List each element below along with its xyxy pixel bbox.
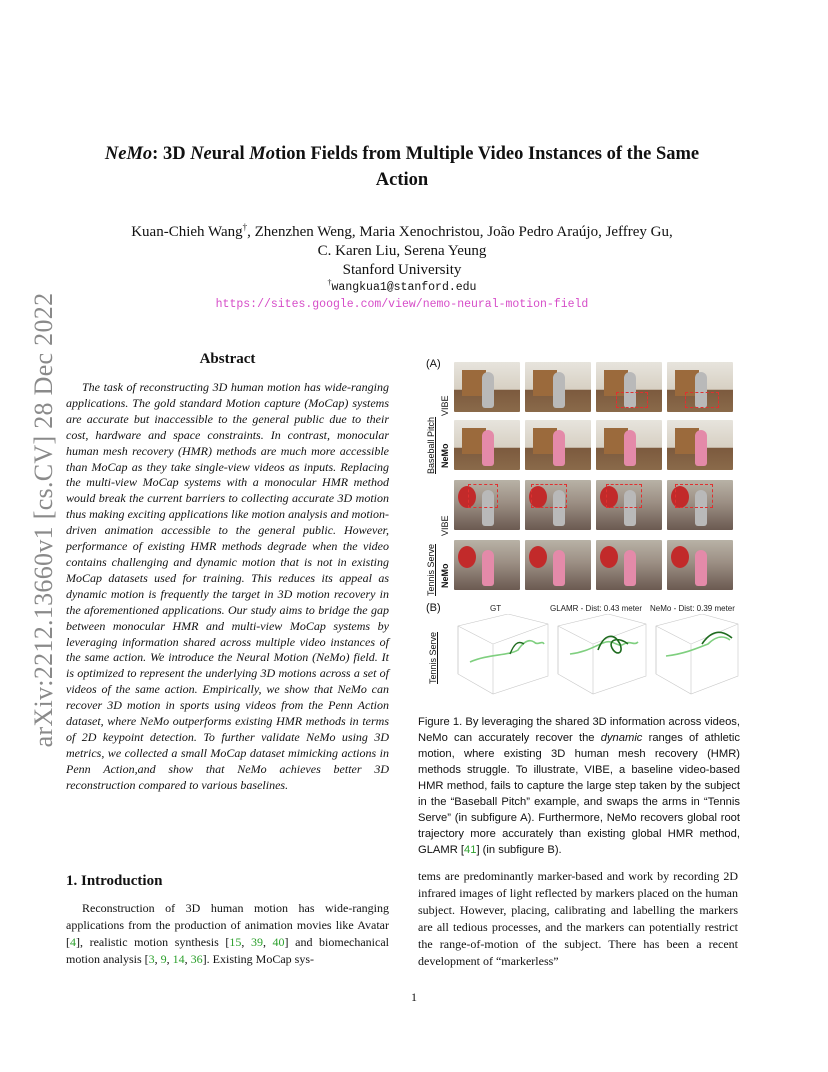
row-label-baseball: Baseball Pitch — [426, 416, 436, 474]
video-frame — [454, 420, 520, 470]
plot-title-glamr: GLAMR - Dist: 0.43 meter — [550, 604, 643, 613]
video-frame — [525, 362, 591, 412]
authors: Kuan-Chieh Wang†, Zhenzhen Weng, Maria Xenochristou, João Pedro Araújo, Jeffrey Gu, C. Karen Liu, Serena Yeung Stanford University — [84, 218, 720, 280]
row-label-tennis: Tennis Serve — [426, 543, 436, 596]
citation-link[interactable]: 36 — [190, 952, 203, 966]
citation-link[interactable]: 9 — [160, 952, 167, 966]
citation-link[interactable]: 41 — [464, 844, 477, 856]
row-label-vibe: VIBE — [440, 515, 450, 536]
video-frame — [596, 362, 662, 412]
video-frame — [667, 420, 733, 470]
citation-link[interactable]: 3 — [148, 952, 155, 966]
plot-title-gt: GT — [490, 604, 502, 613]
video-frame — [454, 480, 520, 530]
figure-label-a: (A) — [426, 358, 441, 370]
section-heading-introduction: 1. Introduction — [66, 873, 163, 889]
video-frame — [525, 540, 591, 590]
page-number: 1 — [411, 990, 417, 1004]
plot-title-nemo: NeMo - Dist: 0.39 meter — [650, 604, 735, 613]
row-label-nemo: NeMo — [440, 443, 450, 468]
paper-title: NeMo: 3D Neural Motion Fields from Multiple Video Instances of the Same Action — [104, 144, 700, 190]
row-label-tennis: Tennis Serve — [428, 631, 438, 684]
citation-link[interactable]: 39 — [250, 935, 263, 949]
video-frame — [667, 480, 733, 530]
video-frame — [667, 362, 733, 412]
video-frame — [596, 420, 662, 470]
abstract-text: The task of reconstructing 3D human motion has wide-ranging applications. The gold standard Motion capture (MoCap) systems are accurate but inaccessible to the general public due to their cost, hardware and space constraints. In contrast, monocular human mesh recovery (HMR) methods are much more accessible than MoCap as they take single-view videos as inputs. Replacing the multi-view MoCap systems with a monocular HMR method would break the current barriers to collecting accurate 3D motion thus making exciting applications like motion analysis and motion-driven animation accessible to the general public. However, performance of existing HMR methods degrade when the video contains challenging and dynamic motion that is not in existing MoCap datasets used for training. This reduces its appeal as dynamic motion is frequently the target in 3D motion recovery in the aforementioned applications. Our study aims to bridge the gap between monocular HMR and multi-view MoCap systems by leveraging information shared across multiple video instances of the same action. We introduce the Neural Motion (NeMo) field. It is optimized to represent the underlying 3D motions across a set of videos of the same action. Empirically, we show that NeMo can recover 3D motion in sports using videos from the Penn Action dataset, where NeMo outperforms existing HMR methods in terms of 2D keypoint detection. To further validate NeMo using 3D metrics, we collected a small MoCap dataset mimicking actions in Penn Action,and show that NeMo achieves better 3D reconstruction compared to various baselines. — [66, 380, 389, 792]
citation-link[interactable]: 15 — [229, 935, 242, 949]
intro-paragraph: Reconstruction of 3D human motion has wide-ranging applications from the production of animation movies like Avatar [4], realistic motion synthesis [15, 39, 40] and biomechanical motion analysis [3, 9, 14, 36]. Existing MoCap sys- — [66, 901, 389, 966]
row-label-vibe: VIBE — [440, 395, 450, 416]
video-frame — [596, 540, 662, 590]
project-url[interactable]: https://sites.google.com/view/nemo-neural-motion-field — [215, 298, 589, 311]
citation-link[interactable]: 40 — [272, 935, 285, 949]
citation-link[interactable]: 14 — [172, 952, 185, 966]
row-label-nemo: NeMo — [440, 563, 450, 588]
video-frame — [525, 480, 591, 530]
trajectory-plots — [448, 614, 740, 704]
affiliation: Stanford University — [342, 262, 462, 278]
video-frame — [596, 480, 662, 530]
figure-caption: Figure 1. By leveraging the shared 3D information across videos, NeMo can accurately recover the dynamic ranges of athletic motion, where existing 3D human mesh recovery (HMR) methods struggle. To illustrate, VIBE, a baseline video-based HMR method, fails to capture the large step taken by the subject in the “Baseball Pitch” example, and swaps the arms in “Tennis Serve” (in subfigure A). Furthermore, NeMo recovers global root trajectory more accurately than existing global HMR method, GLAMR [41] (in subfigure B). — [418, 716, 740, 856]
citation-link[interactable]: 4 — [70, 935, 76, 949]
figure-1 — [418, 356, 740, 706]
video-frame — [667, 540, 733, 590]
arxiv-id: arXiv:2212.13660v1 [cs.CV] 28 Dec 2022 — [29, 292, 58, 747]
intro-paragraph-continued: tems are predominantly marker-based and work by recording 2D infrared images of light reflected by markers placed on the human subject. However, placing, calibrating and labelling the markers are all tedious processes, and the markers can potentially restrict the range-of-motion of the subject. There has been a recent development of “markerless” — [418, 869, 738, 968]
video-frame — [525, 420, 591, 470]
author-email[interactable]: †wangkua1@stanford.edu — [327, 278, 477, 294]
video-frame — [454, 362, 520, 412]
arxiv-sidebar — [26, 282, 62, 757]
abstract-heading: Abstract — [199, 351, 256, 367]
video-frame — [454, 540, 520, 590]
figure-label-b: (B) — [426, 602, 441, 614]
